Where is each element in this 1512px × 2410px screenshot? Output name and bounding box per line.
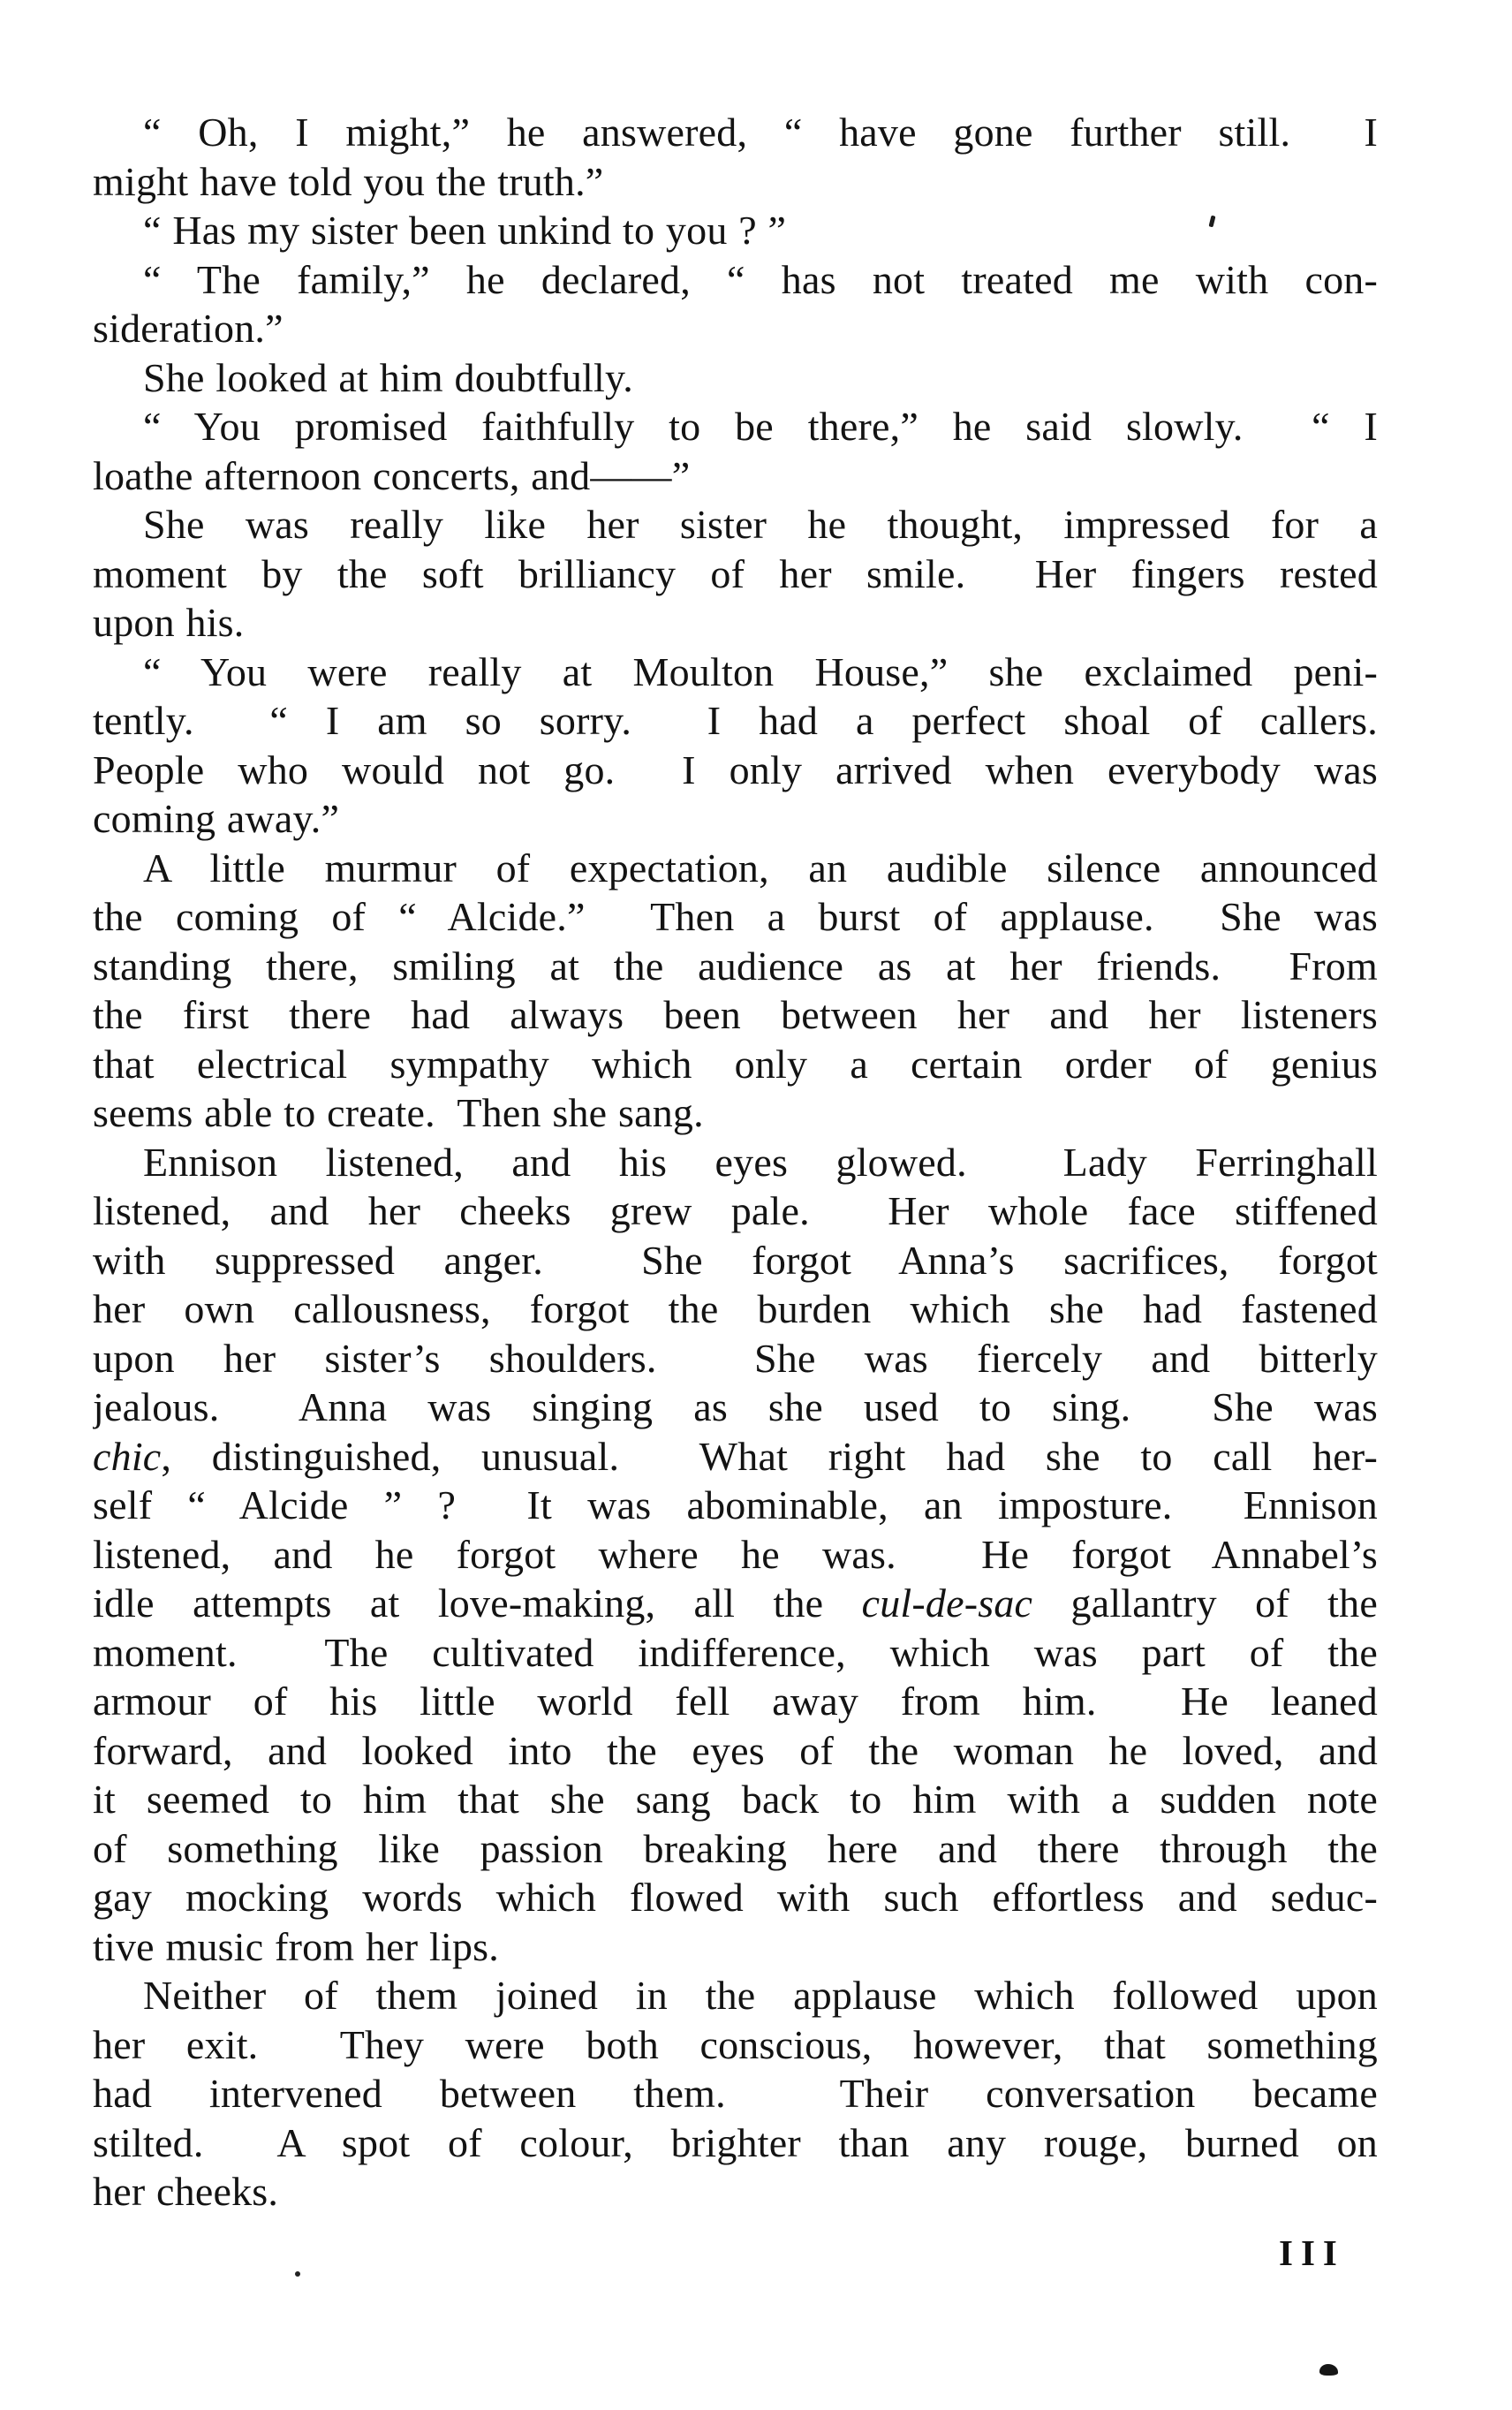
text-segment: her own callousness, forgot the burden which she had fastened — [93, 1286, 1378, 1331]
text-line — [93, 1873, 1378, 1922]
text-line — [93, 1922, 1378, 1972]
text-line — [93, 1775, 1378, 1824]
text-line — [93, 1383, 1378, 1432]
text-segment: coming away.” — [93, 796, 340, 841]
text-line — [93, 1481, 1378, 1530]
text-line — [93, 353, 1378, 403]
text-segment: listened, and he forgot where he was. He forgot Annabel’s — [93, 1531, 1378, 1577]
text-line — [93, 304, 1378, 353]
text-line — [93, 1285, 1378, 1334]
text-segment: “ You were really at Moulton House,” she exclaimed peni- — [143, 648, 1378, 694]
text-line — [93, 1138, 1378, 1187]
text-segment: had intervened between them. Their conversation became — [93, 2071, 1378, 2116]
text-segment: of something like passion breaking here and there through the — [93, 1825, 1378, 1871]
text-line — [93, 500, 1378, 549]
text-line — [93, 1971, 1378, 2020]
text-segment: standing there, smiling at the audience as at her friends. From — [93, 943, 1378, 989]
text-segment: seems able to create. Then she sang. — [93, 1090, 704, 1135]
text-segment: armour of his little world fell away from him. He leaned — [93, 1679, 1378, 1724]
text-segment: gay mocking words which flowed with such effortless and seduc- — [93, 1875, 1378, 1920]
text-segment: She was really like her sister he thought, impressed for a — [143, 502, 1378, 547]
text-line — [93, 1186, 1378, 1236]
ink-speck — [295, 2271, 300, 2277]
text-line — [93, 598, 1378, 648]
text-segment: , distinguished, unusual. What right had she to call her- — [161, 1433, 1378, 1479]
text-segment: “ You promised faithfully to be there,” he said slowly. “ I — [143, 404, 1378, 449]
text-line — [93, 1628, 1378, 1678]
text-line — [93, 1530, 1378, 1580]
text-segment: People who would not go. I only arrived when everybody was — [93, 746, 1378, 792]
text-line — [93, 844, 1378, 893]
text-segment: might have told you the truth.” — [93, 158, 604, 204]
italic-text: cul-de-sac — [861, 1580, 1033, 1626]
text-line — [93, 794, 1378, 844]
text-line — [93, 157, 1378, 207]
text-segment: her exit. They were both conscious, however, that something — [93, 2021, 1378, 2067]
text-segment: that electrical sympathy which only a certain order of genius — [93, 1041, 1378, 1087]
text-segment: self “ Alcide ” ? It was abominable, an imposture. Ennison — [93, 1482, 1378, 1527]
text-line — [93, 206, 1378, 255]
text-segment: “ Has my sister been unkind to you ? ” — [143, 208, 787, 253]
text-line — [93, 2069, 1378, 2118]
text-segment: upon her sister’s shoulders. She was fiercely and bitterly — [93, 1335, 1378, 1381]
text-line — [93, 255, 1378, 305]
text-line — [93, 1334, 1378, 1383]
text-segment: A little murmur of expectation, an audible silence announced — [143, 845, 1378, 890]
text-line — [93, 2020, 1378, 2070]
text-segment: it seemed to him that she sang back to him with a sudden note — [93, 1777, 1378, 1822]
text-segment: upon his. — [93, 600, 245, 645]
ink-blob — [1319, 2364, 1338, 2376]
text-segment: sideration.” — [93, 306, 284, 351]
text-segment: She looked at him doubtfully. — [143, 354, 633, 400]
text-line — [93, 1236, 1378, 1285]
text-segment: gallantry of the — [1032, 1580, 1378, 1626]
italic-text: chic — [93, 1433, 162, 1479]
text-line — [93, 1040, 1378, 1089]
text-segment: her cheeks. — [93, 2169, 279, 2214]
text-segment: tive music from her lips. — [93, 1923, 499, 1969]
text-segment: Ennison listened, and his eyes glowed. Lady Ferringhall — [143, 1139, 1378, 1185]
text-line — [93, 402, 1378, 451]
text-segment: idle attempts at love-making, all the — [93, 1580, 862, 1626]
text-line — [93, 2167, 1378, 2217]
text-segment: forward, and looked into the eyes of the woman he loved, and — [93, 1727, 1378, 1773]
page-number: III — [1279, 2232, 1345, 2273]
text-segment: Neither of them joined in the applause which followed upon — [143, 1973, 1378, 2018]
text-line — [93, 1579, 1378, 1628]
text-line — [93, 746, 1378, 795]
text-line — [93, 1432, 1378, 1482]
text-segment: the first there had always been between her and her listeners — [93, 992, 1378, 1037]
text-line — [93, 1824, 1378, 1874]
text-segment: with suppressed anger. She forgot Anna’s sacrifices, forgot — [93, 1237, 1378, 1283]
text-segment: tently. “ I am so sorry. I had a perfect shoal of callers. — [93, 698, 1378, 743]
text-line — [93, 1088, 1378, 1138]
text-line — [93, 990, 1378, 1040]
text-segment: “ Oh, I might,” he answered, “ have gone further still. I — [143, 110, 1378, 155]
text-line — [93, 451, 1378, 501]
text-segment: “ The family,” he declared, “ has not treated me with con- — [143, 256, 1378, 302]
text-segment: the coming of “ Alcide.” Then a burst of applause. She was — [93, 894, 1378, 939]
text-segment: moment. The cultivated indifference, which was part of the — [93, 1629, 1378, 1675]
text-line — [93, 549, 1378, 599]
text-line — [93, 648, 1378, 697]
text-segment: moment by the soft brilliancy of her smile. Her fingers rested — [93, 550, 1378, 596]
text-line — [93, 1726, 1378, 1776]
text-line — [93, 2118, 1378, 2168]
text-segment: jealous. Anna was singing as she used to sing. She was — [93, 1384, 1378, 1429]
text-line — [93, 108, 1378, 157]
text-line — [93, 892, 1378, 942]
text-segment: loathe afternoon concerts, and——” — [93, 452, 691, 498]
text-line — [93, 1677, 1378, 1726]
text-line — [93, 696, 1378, 746]
text-segment: listened, and her cheeks grew pale. Her whole face stiffened — [93, 1188, 1378, 1233]
text-segment: stilted. A spot of colour, brighter than any rouge, burned on — [93, 2119, 1378, 2165]
page-text — [93, 108, 1378, 2217]
text-line — [93, 942, 1378, 991]
